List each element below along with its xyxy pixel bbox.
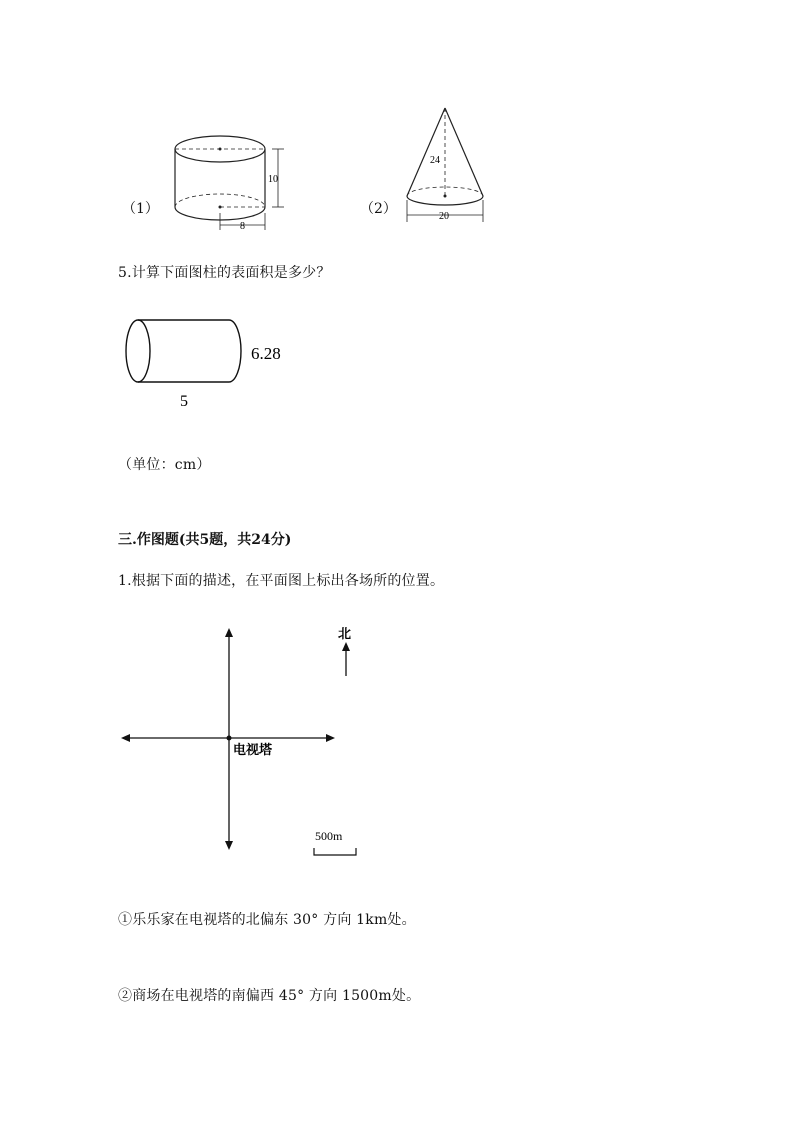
cylinder-radius-label: 8 bbox=[240, 221, 245, 232]
cone-diameter-label: 20 bbox=[439, 211, 449, 222]
north-label: 北 bbox=[338, 626, 352, 641]
figure-2-label: （2） bbox=[360, 201, 397, 217]
length-label: 5 bbox=[180, 393, 188, 410]
section-3-title: 三.作图题(共5题，共24分) bbox=[118, 532, 292, 548]
map-diagram bbox=[115, 620, 375, 860]
circumference-label: 6.28 bbox=[251, 344, 281, 363]
question-5-text: 5.计算下面图柱的表面积是多少？ bbox=[118, 265, 331, 281]
scale-label: 500m bbox=[315, 829, 343, 843]
question-1-text: 1.根据下面的描述，在平面图上标出各场所的位置。 bbox=[118, 573, 445, 589]
unit-note: （单位：cm） bbox=[118, 457, 211, 473]
item-1-text: ①乐乐家在电视塔的北偏东 30° 方向 1km处。 bbox=[118, 912, 416, 928]
item-2-text: ②商场在电视塔的南偏西 45° 方向 1500m处。 bbox=[118, 988, 421, 1004]
cylinder-figure bbox=[160, 128, 290, 233]
horizontal-cylinder-figure bbox=[120, 318, 300, 413]
tv-tower-label: 电视塔 bbox=[233, 742, 273, 757]
figure-1-label: （1） bbox=[122, 201, 159, 217]
cylinder-height-label: 10 bbox=[268, 174, 278, 185]
cone-height-label: 24 bbox=[430, 155, 440, 166]
cone-figure bbox=[400, 105, 490, 225]
